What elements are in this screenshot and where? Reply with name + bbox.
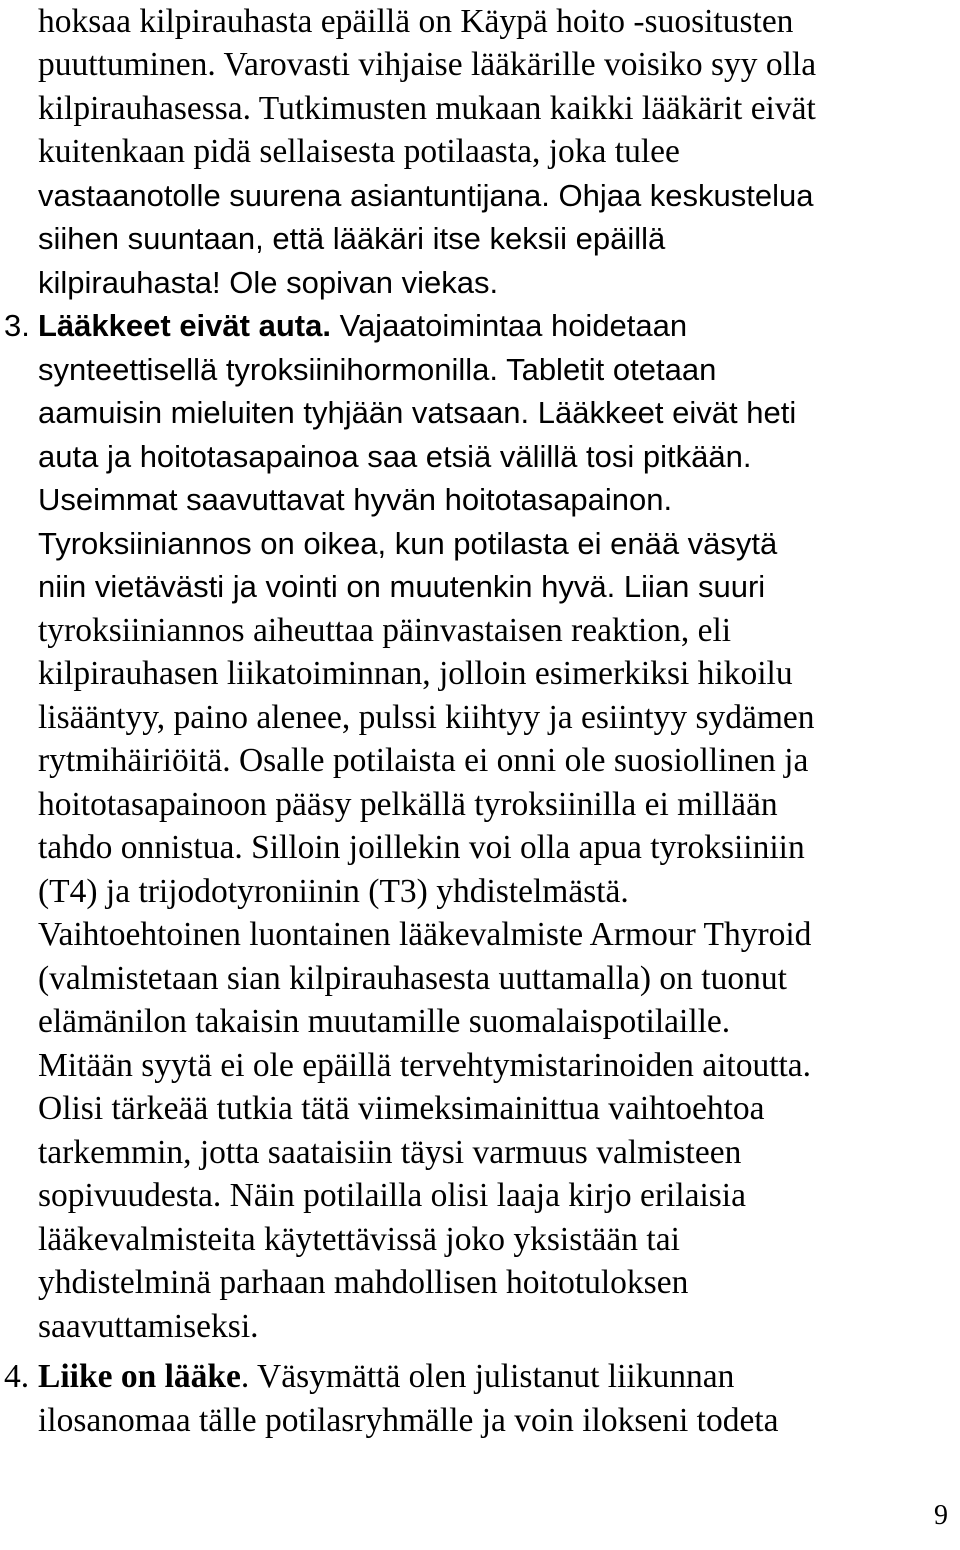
text-line: auta ja hoitotasapainoa saa etsiä välillä tosi pitkään. [38, 439, 752, 474]
text-line: (valmistetaan sian kilpirauhasesta uuttamalla) on tuonut [38, 960, 787, 997]
text-line: synteettisellä tyroksiinihormonilla. Tabletit otetaan [38, 352, 717, 387]
page-number: 9 [934, 1500, 948, 1531]
text-line: vastaanotolle suurena asiantuntijana. Ohjaa keskustelua [38, 178, 814, 213]
text-line: tyroksiiniannos aiheuttaa päinvastaisen reaktion, eli [38, 612, 732, 649]
list-item-first-line [38, 304, 687, 348]
text-line: lisääntyy, paino alenee, pulssi kiihtyy ja esiintyy sydämen [38, 699, 815, 736]
text-line: elämänilon takaisin muutamille suomalaispotilaille. [38, 1003, 731, 1040]
text-span: Vajaatoimintaa hoidetaan [330, 308, 688, 343]
text-line: sopivuudesta. Näin potilailla olisi laaja kirjo erilaisia [38, 1177, 746, 1214]
text-line: ilosanomaa tälle potilasryhmälle ja voin ilokseni todeta [38, 1402, 779, 1439]
text-line: (T4) ja trijodotyroniinin (T3) yhdistelmästä. [38, 873, 629, 910]
text-line: kuitenkaan pidä sellaisesta potilaasta, joka tulee [38, 133, 680, 170]
text-line: tarkemmin, jotta saataisiin täysi varmuus valmisteen [38, 1134, 742, 1171]
text-line: kilpirauhasessa. Tutkimusten mukaan kaikki lääkärit eivät [38, 90, 816, 127]
text-line: kilpirauhasen liikatoiminnan, jolloin esimerkiksi hikoilu [38, 655, 793, 692]
list-item-heading: Lääkkeet eivät auta. [38, 308, 331, 343]
text-line: rytmihäiriöitä. Osalle potilaista ei onni ole suosiollinen ja [38, 742, 809, 779]
text-line: puuttuminen. Varovasti vihjaise lääkärille voisiko syy olla [38, 46, 817, 83]
text-line: kilpirauhasta! Ole sopivan viekas. [38, 265, 499, 300]
text-line: Vaihtoehtoinen luontainen lääkevalmiste Armour Thyroid [38, 916, 812, 953]
text-line: Olisi tärkeää tutkia tätä viimeksimainittua vaihtoehtoa [38, 1090, 765, 1127]
text-line: siihen suuntaan, että lääkäri itse keksii epäillä [38, 221, 666, 256]
list-item-first-line [38, 1355, 734, 1399]
text-line: yhdistelminä parhaan mahdollisen hoitotuloksen [38, 1264, 689, 1301]
text-line: hoitotasapainoon pääsy pelkällä tyroksiinilla ei millään [38, 786, 778, 823]
list-number: 3. [4, 308, 30, 343]
text-line: niin vietävästi ja vointi on muutenkin hyvä. Liian suuri [38, 569, 766, 604]
list-number: 4. [4, 1358, 30, 1395]
text-line: lääkevalmisteita käytettävissä joko yksistään tai [38, 1221, 680, 1258]
text-line: Tyroksiiniannos on oikea, kun potilasta ei enää väsytä [38, 526, 778, 561]
text-span: . Väsymättä olen julistanut liikunnan [240, 1358, 735, 1395]
list-item-heading: Liike on lääke [38, 1358, 241, 1395]
text-line: saavuttamiseksi. [38, 1308, 259, 1345]
text-line: Mitään syytä ei ole epäillä tervehtymistarinoiden aitoutta. [38, 1047, 812, 1084]
text-line: hoksaa kilpirauhasta epäillä on Käypä hoito -suositusten [38, 3, 794, 40]
text-line: Useimmat saavuttavat hyvän hoitotasapainon. [38, 482, 673, 517]
text-line: tahdo onnistua. Silloin joillekin voi olla apua tyroksiiniin [38, 829, 805, 866]
text-line: aamuisin mieluiten tyhjään vatsaan. Lääkkeet eivät heti [38, 395, 797, 430]
